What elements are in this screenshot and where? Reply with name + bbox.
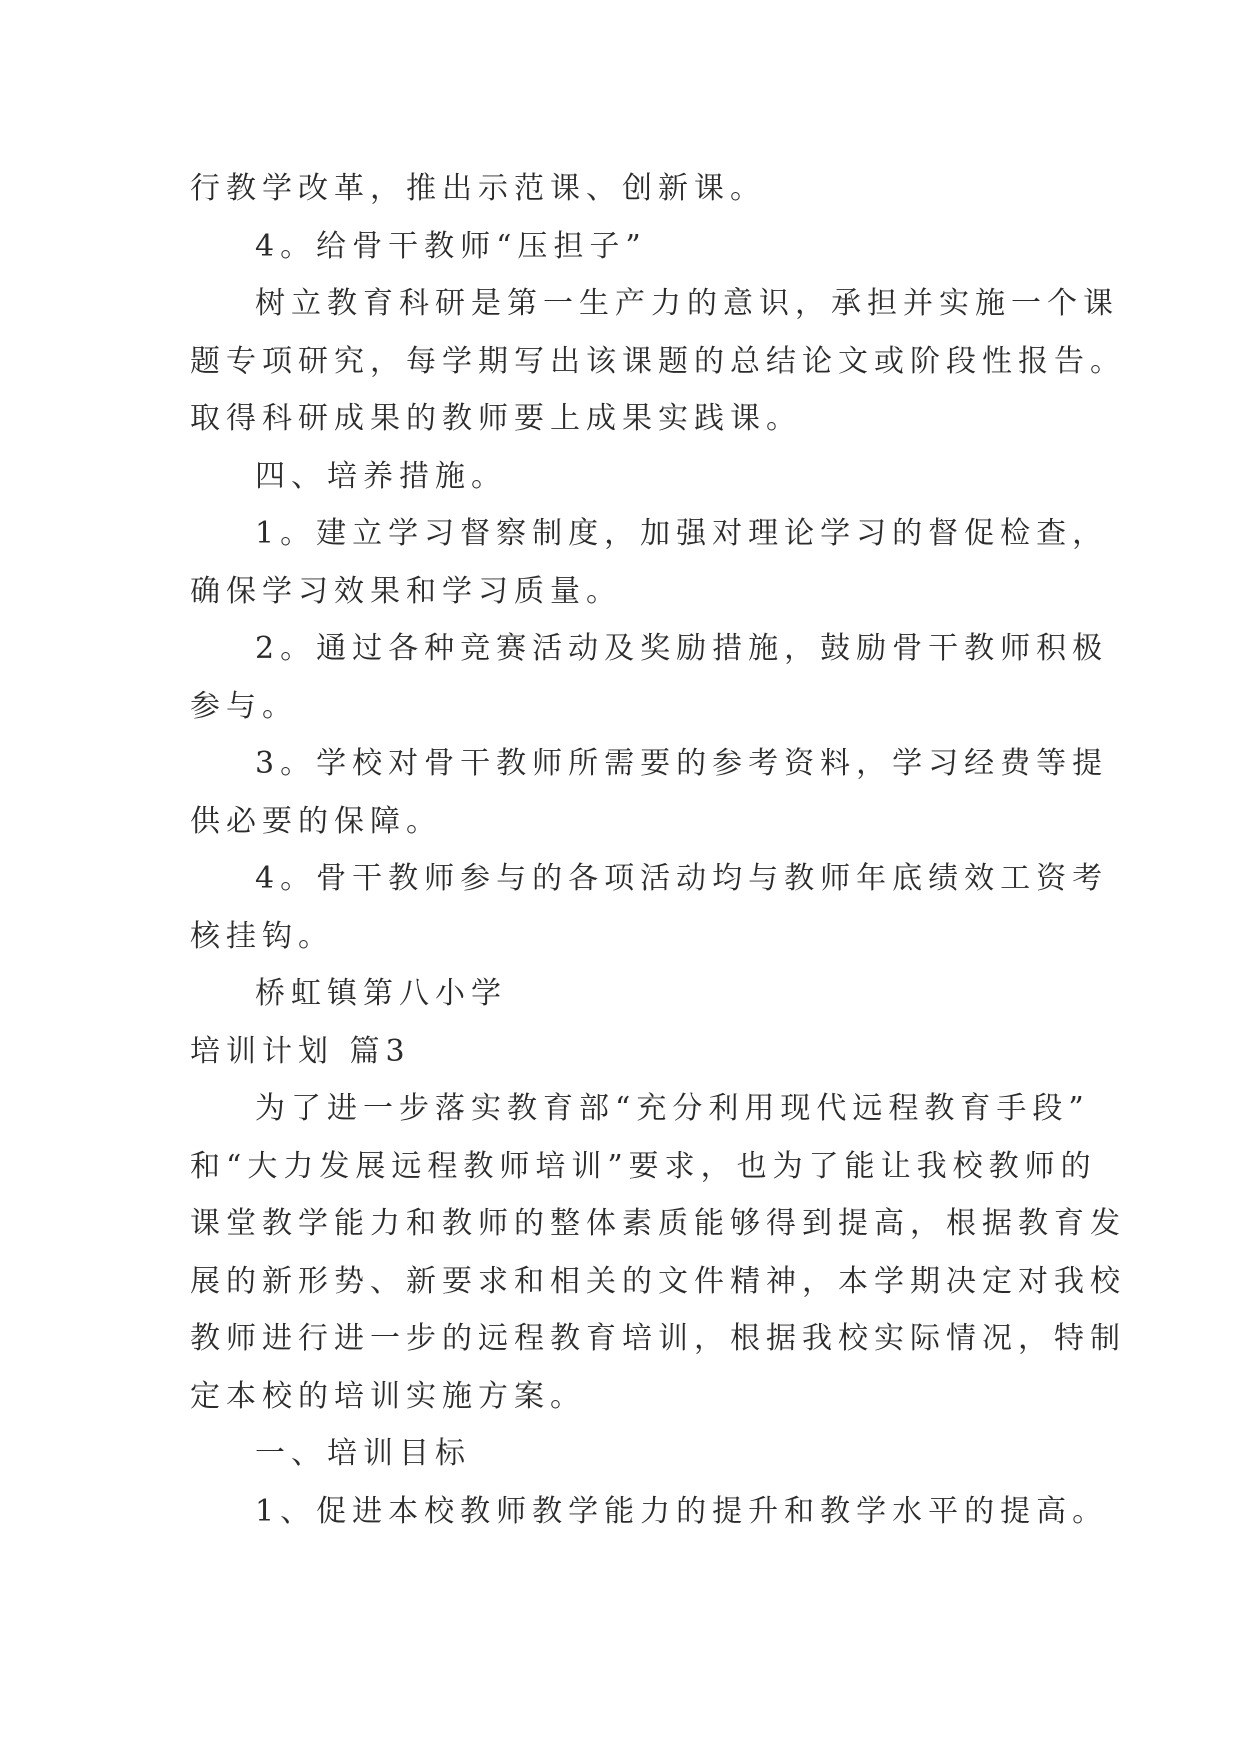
document-title: 培训计划 篇3 (190, 1033, 411, 1069)
paragraph-line: 4。骨干教师参与的各项活动均与教师年底绩效工资考 (255, 861, 1109, 896)
paragraph-line: 核挂钩。 (190, 918, 334, 954)
paragraph-line: 1、促进本校教师教学能力的提升和教学水平的提高。 (255, 1493, 1109, 1529)
paragraph-line: 题专项研究，每学期写出该课题的总结论文或阶段性报告。 (190, 343, 1126, 379)
paragraph-line: 确保学习效果和学习质量。 (190, 573, 622, 609)
paragraph-line: 展的新形势、新要求和相关的文件精神，本学期决定对我校 (190, 1263, 1126, 1299)
document-body (190, 160, 1126, 1540)
paragraph-line: 行教学改革，推出示范课、创新课。 (190, 171, 766, 206)
paragraph-line: 课堂教学能力和教师的整体素质能够得到提高，根据教育发 (190, 1206, 1126, 1241)
section-heading: 4。给骨干教师“压担子” (255, 228, 647, 264)
section-heading: 一、培训目标 (255, 1436, 471, 1471)
paragraph-line: 取得科研成果的教师要上成果实践课。 (190, 401, 802, 436)
paragraph-line: 3。学校对骨干教师所需要的参考资料，学习经费等提 (255, 746, 1109, 781)
paragraph-line: 和“大力发展远程教师培训”要求，也为了能让我校教师的 (190, 1148, 1097, 1184)
paragraph-line: 供必要的保障。 (190, 803, 442, 839)
paragraph-line: 2。通过各种竞赛活动及奖励措施，鼓励骨干教师积极 (255, 631, 1109, 666)
paragraph-line: 1。建立学习督察制度，加强对理论学习的督促检查， (255, 516, 1109, 551)
paragraph-line: 教师进行进一步的远程教育培训，根据我校实际情况，特制 (190, 1321, 1126, 1356)
paragraph-line: 定本校的培训实施方案。 (190, 1378, 586, 1414)
section-heading: 四、培养措施。 (255, 458, 507, 494)
paragraph-line: 树立教育科研是第一生产力的意识，承担并实施一个课 (255, 286, 1119, 321)
signature-line: 桥虹镇第八小学 (255, 976, 507, 1011)
paragraph-line: 为了进一步落实教育部“充分利用现代远程教育手段” (255, 1091, 1090, 1126)
paragraph-line: 参与。 (190, 688, 298, 724)
